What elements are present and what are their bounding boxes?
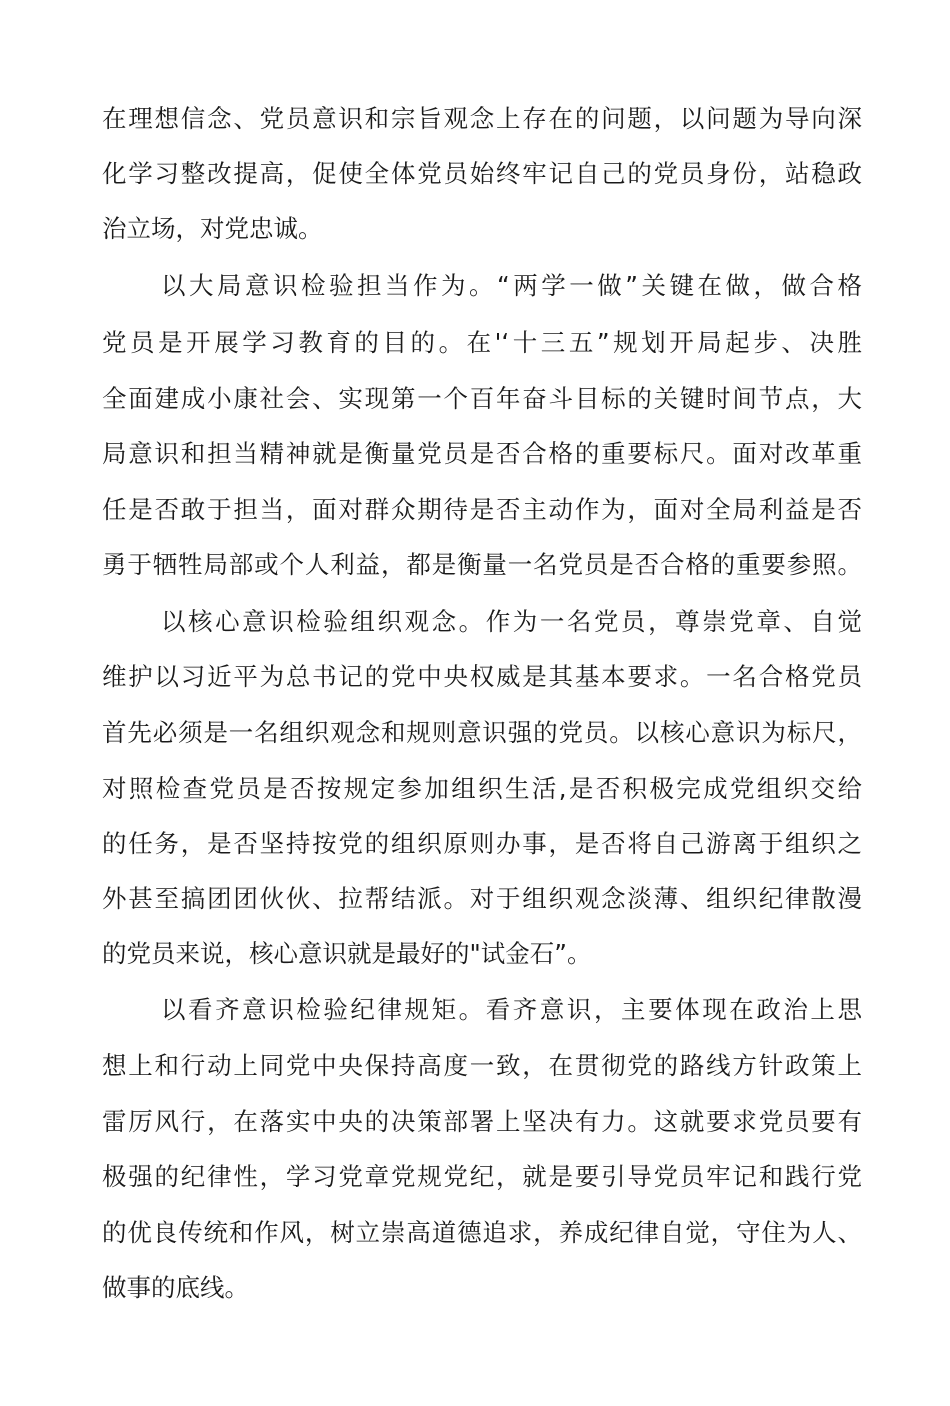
paragraph-line: 的党员来说，核心意识就是最好的"试金石”。 (102, 939, 592, 968)
paragraph-line: 极强的纪律性，学习党章党规党纪，就是要引导党员牢记和践行党 (102, 1162, 862, 1191)
paragraph-line: 化学习整改提高，促使全体党员始终牢记自己的党员身份，站稳政 (102, 159, 862, 188)
paragraph-line: 治立场，对党忠诚。 (102, 214, 323, 243)
paragraph-first-line: 以大局意识检验担当作为。“两学一做”关键在做，做合格 (161, 271, 862, 300)
paragraph-line: 在理想信念、党员意识和宗旨观念上存在的问题，以问题为导向深 (102, 104, 862, 133)
paragraph-line: 雷厉风行，在落实中央的决策部署上坚决有力。这就要求党员要有 (102, 1107, 862, 1136)
paragraph-first-line: 以核心意识检验组织观念。作为一名党员，尊崇党章、自觉 (161, 607, 862, 636)
paragraph-line: 全面建成小康社会、实现第一个百年奋斗目标的关键时间节点，大 (102, 384, 862, 413)
paragraph-line: 勇于牺牲局部或个人利益，都是衡量一名党员是否合格的重要参照。 (102, 550, 862, 579)
paragraph-line: 维护以习近平为总书记的党中央权威是其基本要求。一名合格党员 (102, 662, 862, 691)
paragraph-line: 局意识和担当精神就是衡量党员是否合格的重要标尺。面对改革重 (102, 439, 862, 468)
paragraph-line: 做事的底线。 (102, 1273, 249, 1302)
paragraph-line: 首先必须是一名组织观念和规则意识强的党员。以核心意识为标尺， (102, 718, 862, 747)
paragraph-line: 外甚至搞团团伙伙、拉帮结派。对于组织观念淡薄、组织纪律散漫 (102, 884, 862, 913)
paragraph-line: 想上和行动上同党中央保持高度一致，在贯彻党的路线方针政策上 (102, 1051, 862, 1080)
paragraph-first-line: 以看齐意识检验纪律规矩。看齐意识，主要体现在政治上思 (161, 995, 862, 1024)
paragraph-line: 对照检查党员是否按规定参加组织生活,是否积极完成党组织交给 (102, 774, 862, 803)
paragraph-line: 党员是开展学习教育的目的。在'‘十三五”规划开局起步、决胜 (102, 328, 862, 357)
paragraph-line: 的任务，是否坚持按党的组织原则办事，是否将自己游离于组织之 (102, 829, 862, 858)
paragraph-line: 任是否敢于担当，面对群众期待是否主动作为，面对全局利益是否 (102, 495, 862, 524)
paragraph-line: 的优良传统和作风，树立崇高道德追求，养成纪律自觉，守住为人、 (102, 1218, 862, 1247)
